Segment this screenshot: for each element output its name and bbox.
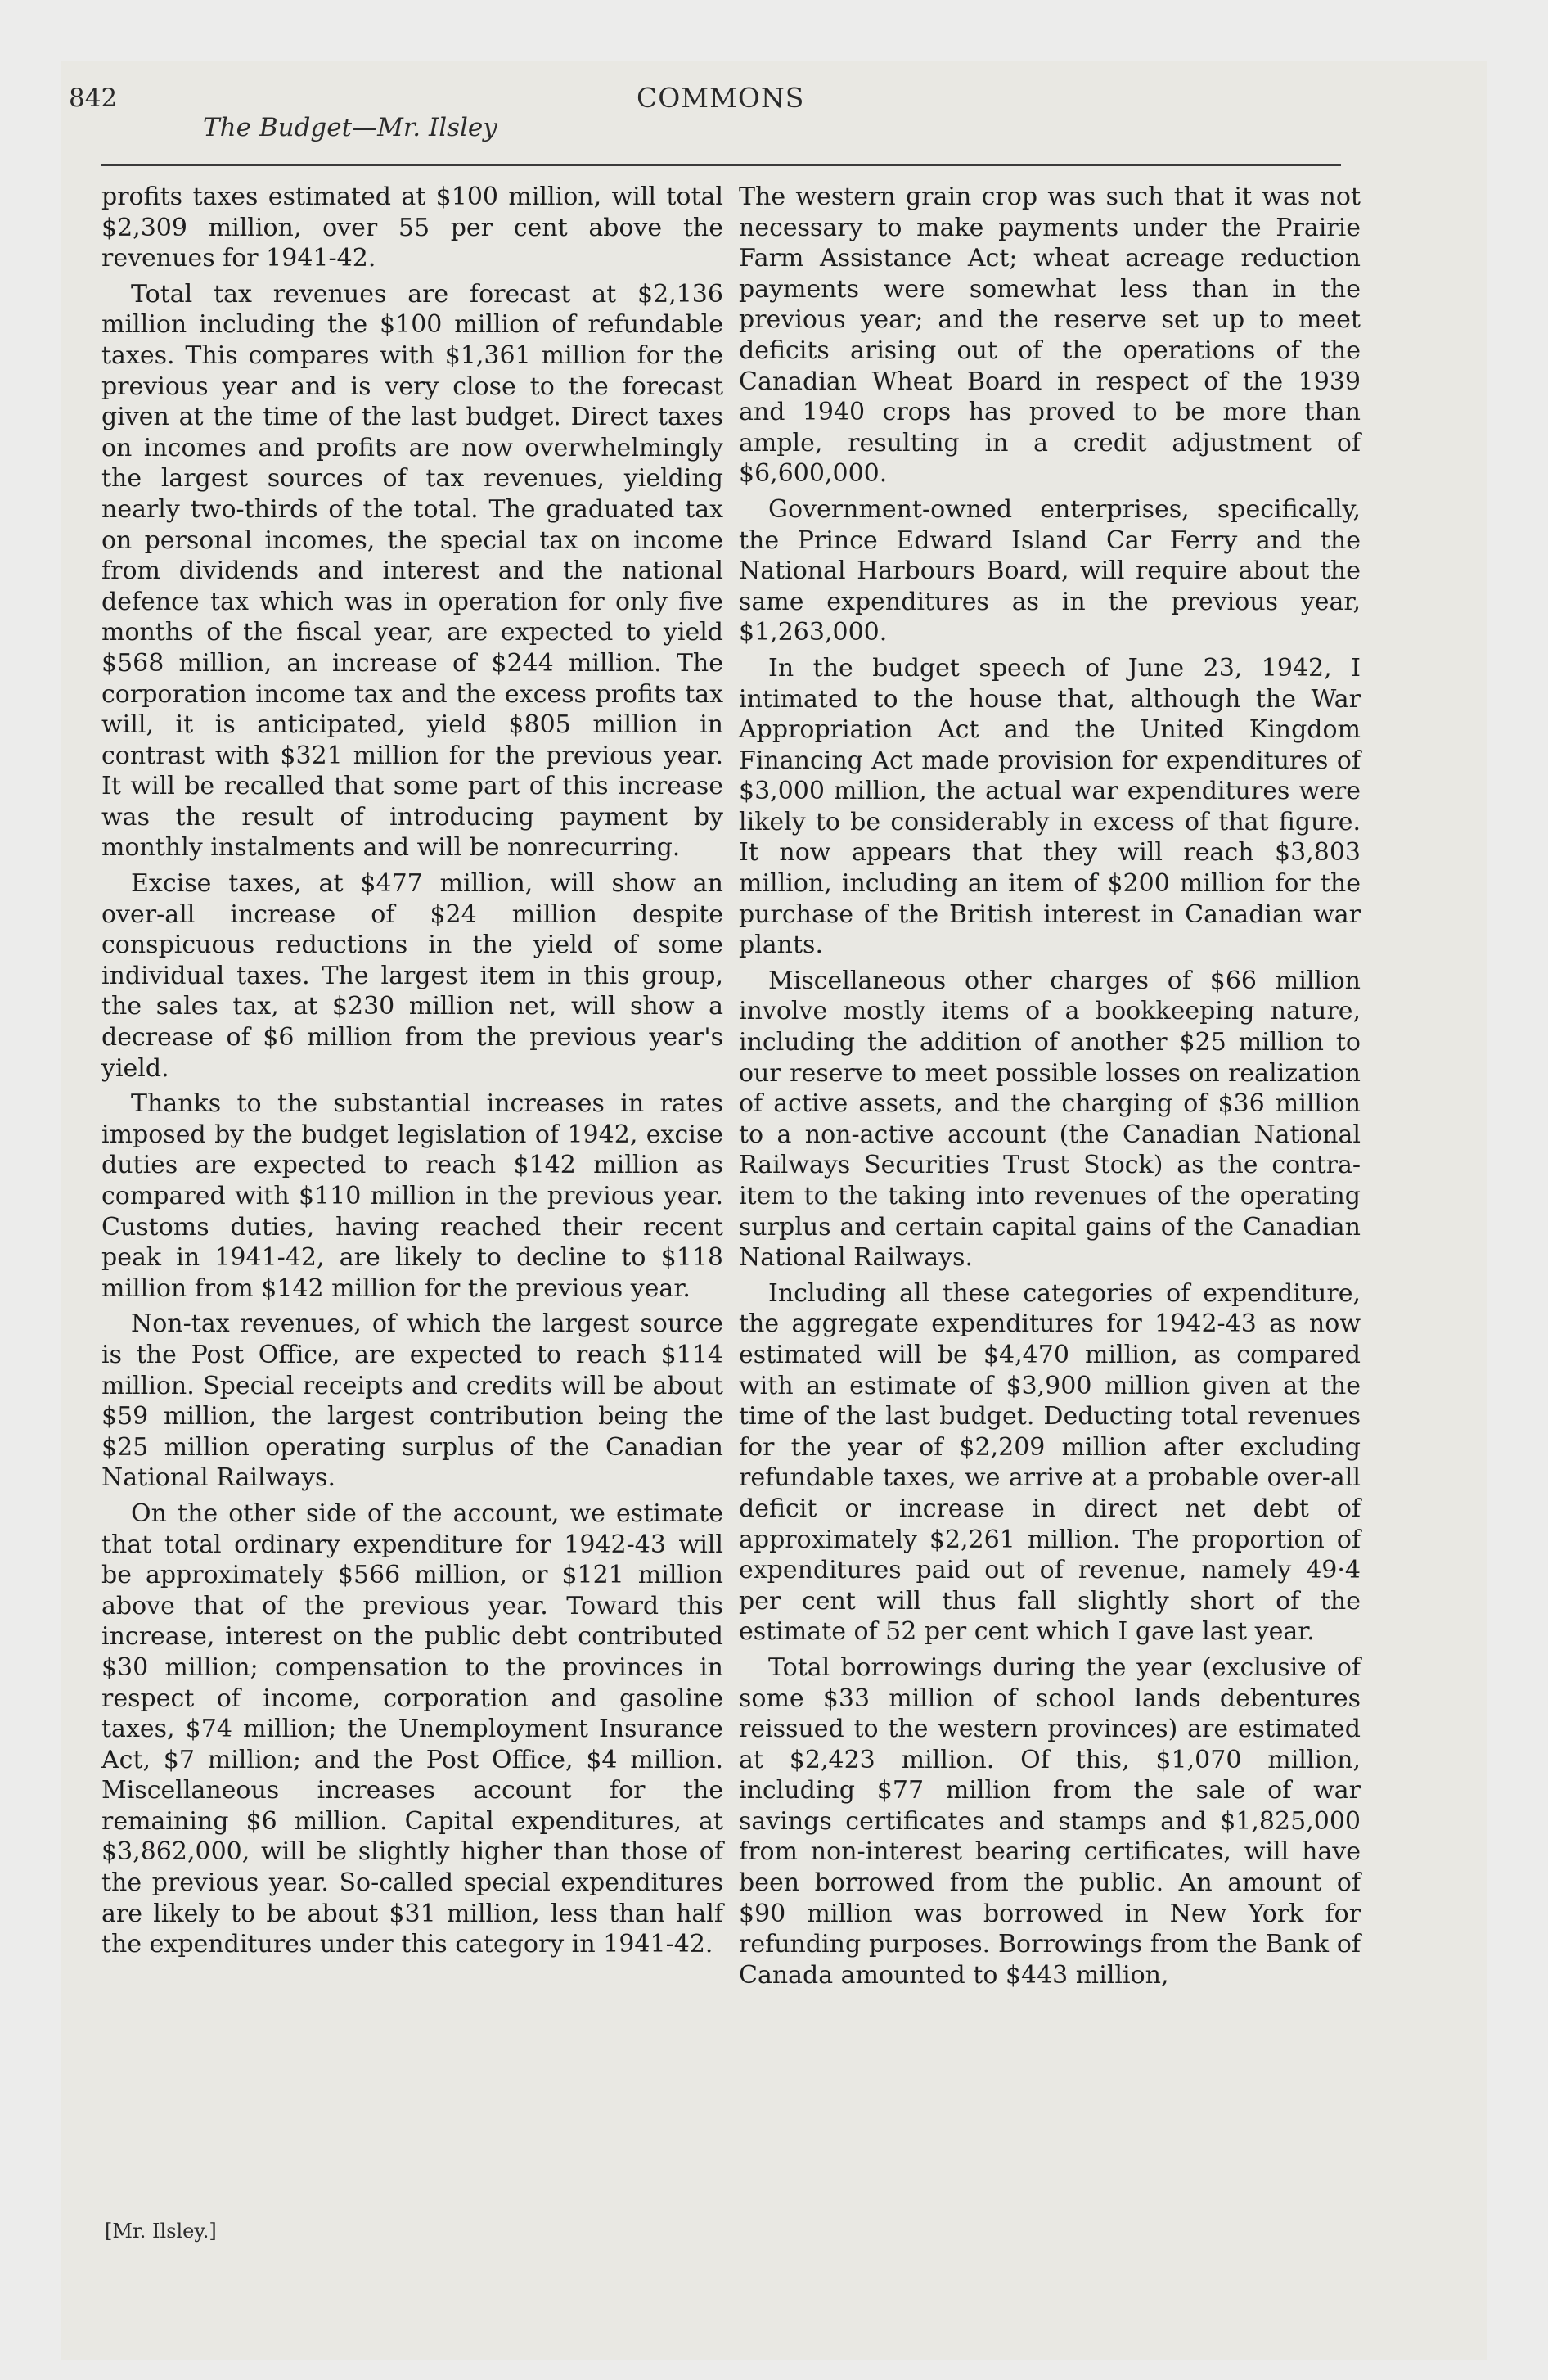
paragraph: Government-owned enterprises, specifically, the Prince Edward Island Car Ferry and the National Harbours Board, will require about the same expenditures as in the previous year, $1,263,000.: [739, 494, 1361, 647]
section-head: COMMONS: [637, 82, 805, 114]
paragraph: Total borrowings during the year (exclusive of some $33 million of school lands debentures reissued to the western provinces) are estimated at $2,423 million. Of this, $1,070 million, including $77 million from the sale of war savings certificates and stamps and $1,825,000 from non-interest bearing certificates, will have been borrowed from the public. An amount of $90 million was borrowed in New York for refunding purposes. Borrowings from the Bank of Canada amounted to $443 million,: [739, 1652, 1361, 1990]
paragraph: In the budget speech of June 23, 1942, I intimated to the house that, although the War Appropriation Act and the United Kingdom Financing Act made provision for expenditures of $3,000 million, the actual war expenditures were likely to be considerably in excess of that figure. It now appears that they will reach $3,803 million, including an item of $200 million for the purchase of the British interest in Canadian war plants.: [739, 653, 1361, 960]
paragraph: Excise taxes, at $477 million, will show an over-all increase of $24 million despite conspicuous reductions in the yield of some individual taxes. The largest item in this group, the sales tax, at $230 million net, will show a decrease of $6 million from the previous year's yield.: [101, 869, 723, 1083]
paragraph: Including all these categories of expenditure, the aggregate expenditures for 1942-43 as now estimated will be $4,470 million, as compared with an estimate of $3,900 million given at the time of the last budget. Deducting total revenues for the year of $2,209 million after excluding refundable taxes, we arrive at a probable over-all deficit or increase in direct net debt of approximately $2,261 million. The proportion of expenditures paid out of revenue, namely 49·4 per cent will thus fall slightly short of the estimate of 52 per cent which I gave last year.: [739, 1278, 1361, 1647]
page-number: 842: [69, 83, 118, 113]
paragraph: Non-tax revenues, of which the largest source is the Post Office, are expected to reach $114 million. Special receipts and credits will be about $59 million, the largest contribution being the $25 million operating surplus of the Canadian National Railways.: [101, 1309, 723, 1493]
speaker-note: [Mr. Ilsley.]: [105, 2220, 217, 2243]
paragraph: profits taxes estimated at $100 million, will total $2,309 million, over 55 per cent above the revenues for 1941-42.: [101, 183, 723, 273]
header-rule: [101, 164, 1341, 166]
right-column: [739, 182, 1361, 1995]
paragraph: Miscellaneous other charges of $66 million involve mostly items of a bookkeeping nature, including the addition of another $25 million to our reserve to meet possible losses on realization of active assets, and the charging of $36 million to a non-active account (the Canadian National Railways Securities Trust Stock) as the contra-item to the taking into revenues of the operating surplus and certain capital gains of the Canadian National Railways.: [739, 966, 1361, 1273]
paragraph: Thanks to the substantial increases in rates imposed by the budget legislation of 1942, excise duties are expected to reach $142 million as compared with $110 million in the previous year. Customs duties, having reached their recent peak in 1941-42, are likely to decline to $118 million from $142 million for the previous year.: [101, 1089, 723, 1303]
left-column: [101, 182, 723, 1965]
running-head: The Budget—Mr. Ilsley: [203, 113, 497, 142]
paragraph: Total tax revenues are forecast at $2,136 million including the $100 million of refundable taxes. This compares with $1,361 million for the previous year and is very close to the forecast given at the time of the last budget. Direct taxes on incomes and profits are now overwhelmingly the largest sources of tax revenues, yielding nearly two-thirds of the total. The graduated tax on personal incomes, the special tax on income from dividends and interest and the national defence tax which was in operation for only five months of the fiscal year, are expected to yield $568 million, an increase of $244 million. The corporation income tax and the excess profits tax will, it is anticipated, yield $805 million in contrast with $321 million for the previous year. It will be recalled that some part of this increase was the result of introducing payment by monthly instalments and will be nonrecurring.: [101, 279, 723, 863]
paragraph: On the other side of the account, we estimate that total ordinary expenditure for 1942-43 will be approximately $566 million, or $121 million above that of the previous year. Toward this increase, interest on the public debt contributed $30 million; compensation to the provinces in respect of income, corporation and gasoline taxes, $74 million; the Unemployment Insurance Act, $7 million; and the Post Office, $4 million. Miscellaneous increases account for the remaining $6 million. Capital expenditures, at $3,862,000, will be slightly higher than those of the previous year. So-called special expenditures are likely to be about $31 million, less than half the expenditures under this category in 1941-42.: [101, 1499, 723, 1959]
paragraph: The western grain crop was such that it was not necessary to make payments under the Prairie Farm Assistance Act; wheat acreage reduction payments were somewhat less than in the previous year; and the reserve set up to meet deficits arising out of the operations of the Canadian Wheat Board in respect of the 1939 and 1940 crops has proved to be more than ample, resulting in a credit adjustment of $6,600,000.: [739, 183, 1361, 489]
